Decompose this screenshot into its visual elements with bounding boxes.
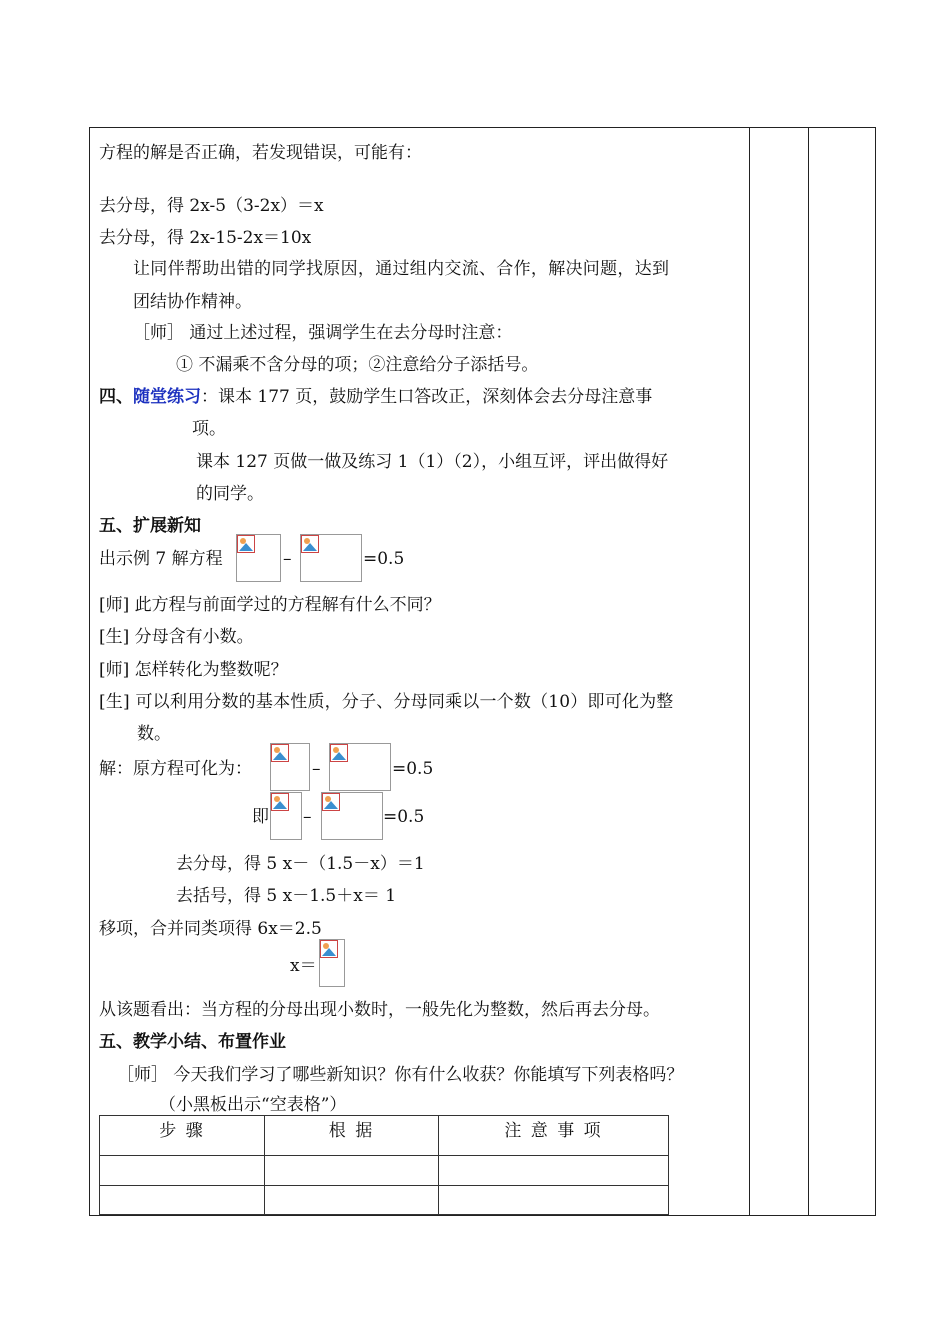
- broken-image-icon: [301, 535, 319, 553]
- section-heading-practice: [99, 386, 652, 408]
- text-line: 从该题看出：当方程的分母出现小数时，一般先化为整数，然后再去分母。: [99, 1000, 660, 1020]
- dialogue-line: [师] 此方程与前面学过的方程解有什么不同？: [99, 595, 441, 615]
- table-header-cell: 注 意 事 项: [439, 1116, 669, 1156]
- broken-image-icon: [271, 793, 289, 811]
- equation-line: x＝: [290, 956, 317, 976]
- practice-highlight: 随堂练习: [133, 387, 201, 407]
- text-line: 方程的解是否正确，若发现错误，可能有：: [99, 143, 422, 163]
- section-heading: 五、扩展新知: [99, 516, 201, 536]
- table-header-row: [100, 1116, 669, 1156]
- text-line: ① 不漏乘不含分母的项；②注意给分子添括号。: [176, 355, 539, 375]
- section-number: 四、: [99, 387, 133, 407]
- broken-image-icon: [237, 535, 255, 553]
- text-line: 的同学。: [196, 484, 264, 504]
- table-cell: [439, 1186, 669, 1215]
- table-row: [100, 1186, 669, 1215]
- table-header-cell: 根 据: [265, 1116, 439, 1156]
- minus-sign: –: [303, 807, 312, 827]
- practice-text: ：课本 177 页，鼓励学生口答改正，深刻体会去分母注意事: [201, 387, 653, 407]
- equation-rhs: =0.5: [383, 807, 425, 827]
- minus-sign: –: [283, 549, 292, 569]
- formula-image: [319, 939, 345, 987]
- minus-sign: –: [312, 759, 321, 779]
- formula-image: [300, 534, 362, 582]
- dialogue-line: [生] 可以利用分数的基本性质，分子、分母同乘以一个数（10）即可化为整: [99, 692, 674, 712]
- column-divider-2: [808, 127, 809, 1216]
- text-line: ［师］ 今天我们学习了哪些新知识？你有什么收获？你能填写下列表格吗？: [117, 1065, 684, 1085]
- equation-line: 移项，合并同类项得 6x＝2.5: [99, 919, 322, 939]
- formula-image: [270, 743, 310, 791]
- equation-line: 去分母，得 5 x－（1.5－x）＝1: [176, 854, 425, 874]
- summary-table: [99, 1115, 669, 1215]
- text-line: （小黑板出示“空表格”）: [159, 1095, 347, 1115]
- equation-line: 去分母，得 2x-15-2x＝10x: [99, 228, 312, 248]
- text-line: 即: [252, 807, 269, 827]
- dialogue-line: [师] 怎样转化为整数呢？: [99, 660, 288, 680]
- broken-image-icon: [271, 744, 289, 762]
- dialogue-line: 数。: [137, 724, 171, 744]
- equation-rhs: =0.5: [392, 759, 434, 779]
- broken-image-icon: [330, 744, 348, 762]
- column-divider-1: [749, 127, 750, 1216]
- solution-label: 解：原方程可化为：: [99, 759, 252, 779]
- table-cell: [265, 1156, 439, 1186]
- equation-rhs: =0.5: [363, 549, 405, 569]
- table-header-cell: 步 骤: [100, 1116, 265, 1156]
- example-text: 出示例 7 解方程: [99, 549, 223, 569]
- broken-image-icon: [320, 940, 338, 958]
- formula-image: [236, 534, 281, 582]
- equation-line: 去括号，得 5 x－1.5＋x＝ 1: [176, 886, 397, 906]
- dialogue-line: [生] 分母含有小数。: [99, 627, 254, 647]
- text-line: 让同伴帮助出错的同学找原因，通过组内交流、合作，解决问题，达到: [133, 259, 670, 279]
- text-line: 课本 127 页做一做及练习 1（1）（2），小组互评，评出做得好: [196, 452, 669, 472]
- table-cell: [265, 1186, 439, 1215]
- text-line: ［师］ 通过上述过程，强调学生在去分母时注意：: [133, 323, 513, 343]
- formula-image: [270, 792, 302, 840]
- section-heading: 五、教学小结、布置作业: [99, 1032, 286, 1052]
- broken-image-icon: [322, 793, 340, 811]
- table-cell: [439, 1156, 669, 1186]
- formula-image: [329, 743, 391, 791]
- table-cell: [100, 1186, 265, 1215]
- table-row: [100, 1156, 669, 1186]
- formula-image: [321, 792, 383, 840]
- text-line: 项。: [192, 419, 226, 439]
- text-line: 团结协作精神。: [133, 292, 252, 312]
- equation-line: 去分母，得 2x-5（3-2x）＝x: [99, 196, 324, 216]
- table-cell: [100, 1156, 265, 1186]
